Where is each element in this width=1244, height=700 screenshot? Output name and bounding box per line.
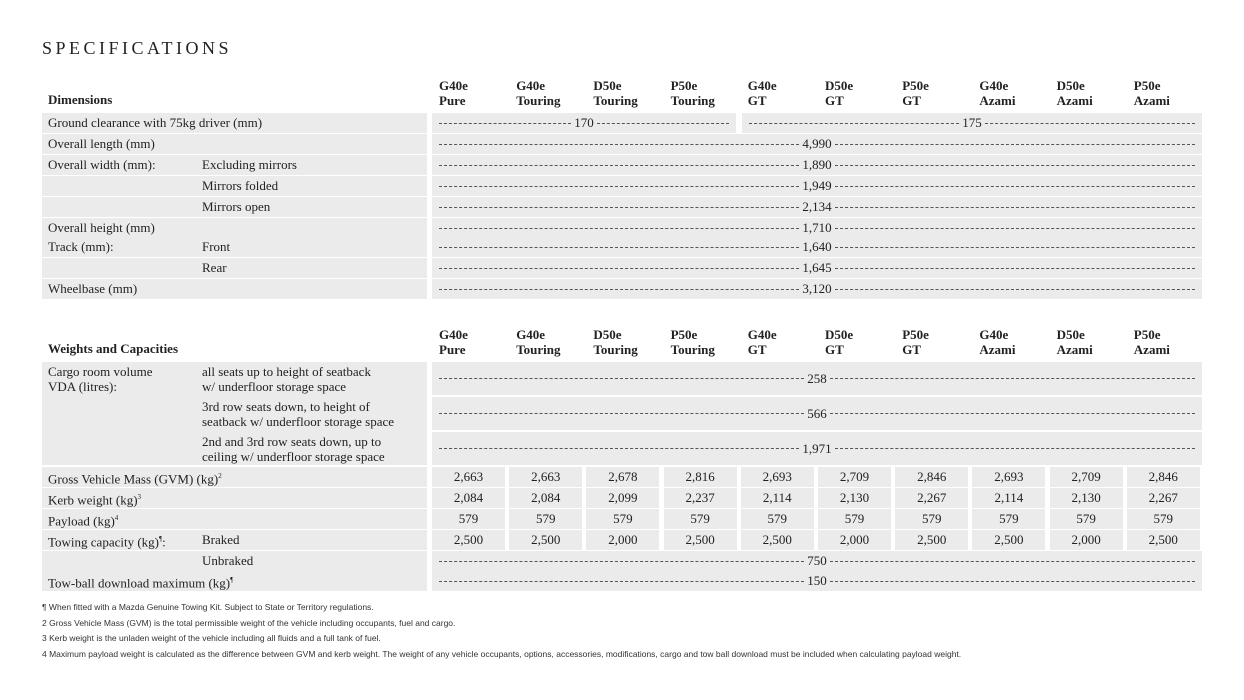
table-row bbox=[432, 432, 1202, 465]
value-span: 170 bbox=[432, 113, 736, 133]
payload-cells bbox=[432, 509, 1202, 529]
value-cell: 2,500 bbox=[741, 530, 814, 550]
row-sublabel: Front bbox=[202, 239, 231, 254]
value-span: 1,710 bbox=[432, 218, 1202, 238]
table-row bbox=[0, 258, 1244, 278]
table-row bbox=[0, 197, 1244, 217]
footnote: 4 Maximum payload weight is calculated as the difference between GVM and kerb weight. The weight of any vehicle occupants, options, accessories, modifications, cargo and tow ball download must be included when calculating payload weight. bbox=[42, 648, 962, 659]
footnote: ¶ When fitted with a Mazda Genuine Towing Kit. Subject to State or Territory regulations. bbox=[42, 602, 374, 612]
table-row bbox=[0, 488, 1244, 508]
value-cell: 2,130 bbox=[818, 488, 891, 508]
value-cell: 2,846 bbox=[895, 467, 968, 487]
value-cell: 2,084 bbox=[432, 488, 505, 508]
value-cell: 2,846 bbox=[1127, 467, 1200, 487]
model-column-header: G40e Touring bbox=[516, 327, 561, 357]
model-column-header: G40e Touring bbox=[516, 78, 561, 108]
value-cell: 2,500 bbox=[432, 530, 505, 550]
value-cell: 2,500 bbox=[972, 530, 1045, 550]
row-label: Payload (kg)$^4$ bbox=[48, 513, 119, 529]
value-span: 3,120 bbox=[432, 279, 1202, 299]
row-sublabel: Mirrors open bbox=[202, 199, 271, 214]
row-sublabel: Mirrors folded bbox=[202, 178, 279, 193]
value-cell: 579 bbox=[972, 509, 1045, 529]
value-cell: 579 bbox=[432, 509, 505, 529]
value-cell: 2,237 bbox=[664, 488, 737, 508]
row-label: Track (mm): bbox=[48, 239, 114, 254]
gvm-cells bbox=[432, 467, 1202, 487]
value-cell: 2,084 bbox=[509, 488, 582, 508]
value-span: 175 bbox=[742, 113, 1202, 133]
row-label: Overall length (mm) bbox=[48, 136, 155, 151]
value-span: 4,990 bbox=[432, 134, 1202, 154]
row-sublabel: 2nd and 3rd row seats down, up to bbox=[202, 434, 382, 449]
model-column-header: D50e GT bbox=[825, 78, 854, 108]
value-cell: 2,267 bbox=[1127, 488, 1200, 508]
table-row bbox=[0, 530, 1244, 550]
model-column-header: G40e Azami bbox=[979, 327, 1016, 357]
value-cell: 2,000 bbox=[586, 530, 659, 550]
model-column-header: P50e Touring bbox=[670, 327, 715, 357]
row-sublabel: Unbraked bbox=[202, 553, 254, 568]
value-span: 750 bbox=[432, 551, 1202, 571]
model-column-header: P50e Azami bbox=[1133, 327, 1170, 357]
value-cell: 2,500 bbox=[509, 530, 582, 550]
row-sublabel: all seats up to height of seatback bbox=[202, 364, 371, 379]
table-row bbox=[0, 113, 1244, 133]
braked-cells bbox=[432, 530, 1202, 550]
row-label: Cargo room volume bbox=[48, 364, 153, 379]
value-cell: 2,267 bbox=[895, 488, 968, 508]
row-sublabel: seatback w/ underfloor storage space bbox=[202, 414, 395, 429]
model-column-header: G40e GT bbox=[747, 78, 777, 108]
cargo-label-block bbox=[42, 362, 427, 465]
value-cell: 2,099 bbox=[586, 488, 659, 508]
value-span: 1,890 bbox=[432, 155, 1202, 175]
value-cell: 2,678 bbox=[586, 467, 659, 487]
value-cell: 2,114 bbox=[972, 488, 1045, 508]
table-row bbox=[0, 279, 1244, 299]
value-cell: 579 bbox=[586, 509, 659, 529]
row-label: Towing capacity (kg)¶: bbox=[48, 534, 166, 550]
table-row bbox=[0, 155, 1244, 175]
row-label: Overall width (mm): bbox=[48, 157, 156, 172]
row-sublabel: Braked bbox=[202, 532, 240, 547]
table-row bbox=[0, 509, 1244, 529]
value-cell: 2,693 bbox=[741, 467, 814, 487]
footnote: 3 Kerb weight is the unladen weight of the vehicle including all fluids and a full tank of fuel. bbox=[42, 633, 381, 643]
value-cell: 579 bbox=[664, 509, 737, 529]
value-cell: 2,500 bbox=[1127, 530, 1200, 550]
table-row bbox=[0, 571, 1244, 591]
row-sublabel: 3rd row seats down, to height of bbox=[202, 399, 370, 414]
row-sublabel: Excluding mirrors bbox=[202, 157, 297, 172]
row-label: Kerb weight (kg)$^3$ bbox=[48, 492, 142, 508]
value-span: 150 bbox=[432, 571, 1202, 591]
model-column-header: D50e Azami bbox=[1056, 327, 1093, 357]
model-column-header: D50e Touring bbox=[593, 327, 638, 357]
value-cell: 2,709 bbox=[818, 467, 891, 487]
value-cell: 2,000 bbox=[818, 530, 891, 550]
value-cell: 2,663 bbox=[509, 467, 582, 487]
row-label: Wheelbase (mm) bbox=[48, 281, 138, 296]
row-sublabel: w/ underfloor storage space bbox=[202, 379, 347, 394]
weights-heading: Weights and Capacities bbox=[48, 341, 179, 356]
model-column-header: P50e Azami bbox=[1133, 78, 1170, 108]
value-span: 2,134 bbox=[432, 197, 1202, 217]
model-column-header: D50e Touring bbox=[593, 78, 638, 108]
dimensions-heading: Dimensions bbox=[48, 92, 113, 107]
value-cell: 579 bbox=[1050, 509, 1123, 529]
table-row bbox=[0, 218, 1244, 238]
footnotes bbox=[42, 600, 961, 662]
value-cell: 579 bbox=[895, 509, 968, 529]
model-column-header: D50e GT bbox=[825, 327, 854, 357]
value-cell: 579 bbox=[1127, 509, 1200, 529]
row-sublabel: Rear bbox=[202, 260, 227, 275]
table-row bbox=[432, 397, 1202, 430]
value-cell: 579 bbox=[741, 509, 814, 529]
table-row bbox=[0, 176, 1244, 196]
value-cell: 2,000 bbox=[1050, 530, 1123, 550]
table-row bbox=[0, 467, 1244, 487]
kerb-cells bbox=[432, 488, 1202, 508]
value-span: 1,645 bbox=[432, 258, 1202, 278]
model-column-header: G40e Pure bbox=[439, 327, 468, 357]
value-cell: 2,500 bbox=[895, 530, 968, 550]
value-cell: 2,114 bbox=[741, 488, 814, 508]
value-cell: 2,693 bbox=[972, 467, 1045, 487]
table-row bbox=[0, 134, 1244, 154]
model-column-header: P50e GT bbox=[902, 78, 929, 108]
row-label: Gross Vehicle Mass (GVM) (kg)$^2$ bbox=[48, 471, 222, 487]
model-column-header: P50e Touring bbox=[670, 78, 715, 108]
value-cell: 2,130 bbox=[1050, 488, 1123, 508]
table-row bbox=[0, 237, 1244, 257]
value-cell: 2,816 bbox=[664, 467, 737, 487]
row-label: Overall height (mm) bbox=[48, 220, 155, 235]
value-cell: 579 bbox=[509, 509, 582, 529]
value-span: 1,949 bbox=[432, 176, 1202, 196]
footnote: 2 Gross Vehicle Mass (GVM) is the total permissible weight of the vehicle including occupants, fuel and cargo. bbox=[42, 617, 456, 628]
value-span: 566 bbox=[432, 397, 1202, 430]
model-column-header: G40e Azami bbox=[979, 78, 1016, 108]
model-column-header: G40e Pure bbox=[439, 78, 468, 108]
row-label: Tow-ball download maximum (kg)¶ bbox=[48, 575, 234, 591]
value-span: 1,971 bbox=[432, 432, 1202, 465]
value-cell: 2,709 bbox=[1050, 467, 1123, 487]
model-column-header: P50e GT bbox=[902, 327, 929, 357]
row-sublabel: ceiling w/ underfloor storage space bbox=[202, 449, 385, 464]
model-column-header: D50e Azami bbox=[1056, 78, 1093, 108]
value-cell: 2,500 bbox=[664, 530, 737, 550]
table-row bbox=[432, 362, 1202, 395]
value-span: 1,640 bbox=[432, 237, 1202, 257]
value-cell: 2,663 bbox=[432, 467, 505, 487]
table-row bbox=[0, 551, 1244, 571]
row-label: VDA (litres): bbox=[48, 379, 117, 394]
value-cell: 579 bbox=[818, 509, 891, 529]
page-title: SPECIFICATIONS bbox=[42, 38, 233, 58]
row-label: Ground clearance with 75kg driver (mm) bbox=[48, 115, 263, 130]
model-column-header: G40e GT bbox=[747, 327, 777, 357]
value-span: 258 bbox=[432, 362, 1202, 395]
